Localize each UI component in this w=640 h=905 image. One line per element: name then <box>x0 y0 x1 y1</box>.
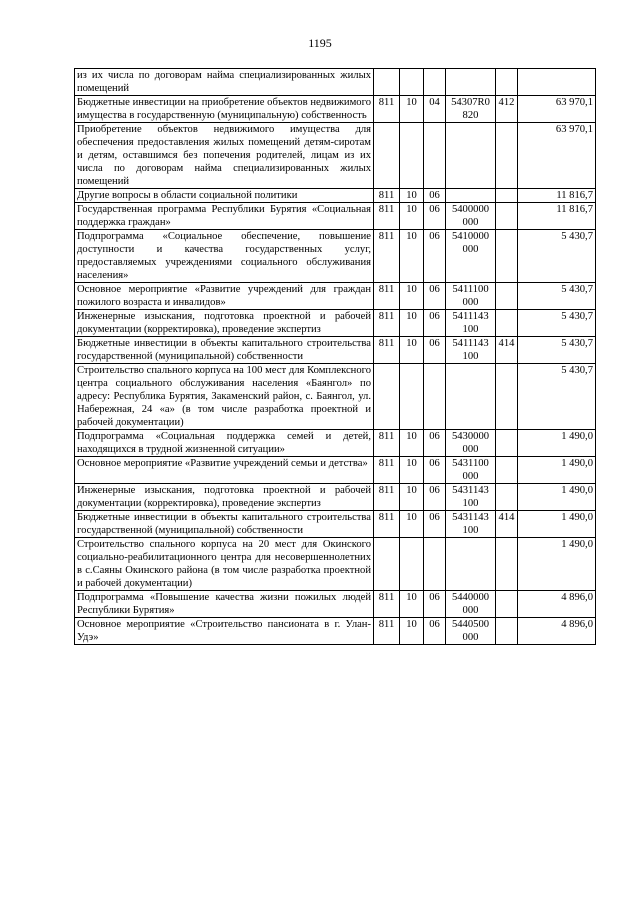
row-name: Подпрограмма «Социальное обеспечение, повышение доступности и качества государственных услуг, предоставляемых учреждениями социального обслуживания населения» <box>75 230 374 283</box>
row-section: 10 <box>400 457 424 484</box>
row-section: 10 <box>400 96 424 123</box>
row-subsection: 06 <box>424 310 446 337</box>
row-subsection: 06 <box>424 457 446 484</box>
row-name: Строительство спального корпуса на 20 мест для Окинского социально-реабилитационного центра для несовершеннолетних в с.Саяны Окинского района (в том числе разработка проектной и рабочей документации) <box>75 538 374 591</box>
row-name: Бюджетные инвестиции на приобретение объектов недвижимого имущества в государственную (муниципальную) собственность <box>75 96 374 123</box>
row-expense-type <box>496 457 518 484</box>
row-target-article: 5430000 000 <box>446 430 496 457</box>
row-target-article: 5431100 000 <box>446 457 496 484</box>
row-section: 10 <box>400 618 424 645</box>
table-row <box>75 511 596 538</box>
row-expense-type <box>496 230 518 283</box>
table-row <box>75 203 596 230</box>
row-expense-type <box>496 203 518 230</box>
row-grbs: 811 <box>374 430 400 457</box>
row-subsection: 06 <box>424 484 446 511</box>
row-target-article: 5410000 000 <box>446 230 496 283</box>
row-grbs <box>374 69 400 96</box>
row-expense-type <box>496 189 518 203</box>
row-amount: 1 490,0 <box>518 430 596 457</box>
row-name: Инженерные изыскания, подготовка проектной и рабочей документации (корректировка), проведение экспертиз <box>75 484 374 511</box>
row-grbs <box>374 538 400 591</box>
row-target-article <box>446 538 496 591</box>
row-name: Подпрограмма «Повышение качества жизни пожилых людей Республики Бурятия» <box>75 591 374 618</box>
row-subsection: 06 <box>424 230 446 283</box>
row-amount: 5 430,7 <box>518 337 596 364</box>
row-amount: 1 490,0 <box>518 511 596 538</box>
row-subsection: 06 <box>424 511 446 538</box>
table-row <box>75 591 596 618</box>
table-row <box>75 618 596 645</box>
table-row <box>75 230 596 283</box>
row-amount: 4 896,0 <box>518 618 596 645</box>
row-grbs: 811 <box>374 591 400 618</box>
row-subsection: 06 <box>424 591 446 618</box>
row-grbs <box>374 364 400 430</box>
row-target-article: 5431143 100 <box>446 511 496 538</box>
row-amount: 5 430,7 <box>518 364 596 430</box>
row-expense-type: 414 <box>496 337 518 364</box>
row-amount: 5 430,7 <box>518 283 596 310</box>
row-subsection <box>424 69 446 96</box>
row-section: 10 <box>400 511 424 538</box>
row-grbs: 811 <box>374 618 400 645</box>
row-section: 10 <box>400 203 424 230</box>
row-grbs: 811 <box>374 283 400 310</box>
row-expense-type <box>496 591 518 618</box>
row-subsection: 06 <box>424 618 446 645</box>
row-target-article <box>446 189 496 203</box>
row-expense-type <box>496 618 518 645</box>
table-row <box>75 96 596 123</box>
row-grbs: 811 <box>374 337 400 364</box>
table-row <box>75 337 596 364</box>
row-name: Бюджетные инвестиции в объекты капитального строительства государственной (муниципальной) собственности <box>75 511 374 538</box>
row-subsection: 06 <box>424 283 446 310</box>
row-subsection: 04 <box>424 96 446 123</box>
row-grbs: 811 <box>374 203 400 230</box>
row-name: Строительство спального корпуса на 100 мест для Комплексного центра социального обслуживания населения «Баянгол» по адресу: Республика Бурятия, Закаменский район, с. Баянгол, ул. Набережная, 24 «а» (в том числе разработка проектной и рабочей документации) <box>75 364 374 430</box>
row-name: Другие вопросы в области социальной политики <box>75 189 374 203</box>
row-grbs <box>374 123 400 189</box>
row-name: из их числа по договорам найма специализированных жилых помещений <box>75 69 374 96</box>
row-name: Инженерные изыскания, подготовка проектной и рабочей документации (корректировка), проведение экспертиз <box>75 310 374 337</box>
row-amount: 5 430,7 <box>518 230 596 283</box>
table-row <box>75 364 596 430</box>
row-subsection <box>424 123 446 189</box>
row-name: Государственная программа Республики Бурятия «Социальная поддержка граждан» <box>75 203 374 230</box>
budget-table <box>74 68 596 645</box>
row-expense-type <box>496 364 518 430</box>
row-section <box>400 69 424 96</box>
row-expense-type <box>496 430 518 457</box>
table-row <box>75 430 596 457</box>
row-target-article <box>446 123 496 189</box>
row-section: 10 <box>400 484 424 511</box>
row-target-article: 5440500 000 <box>446 618 496 645</box>
row-section: 10 <box>400 591 424 618</box>
row-amount <box>518 69 596 96</box>
row-target-article: 5440000 000 <box>446 591 496 618</box>
row-name: Подпрограмма «Социальная поддержка семей и детей, находящихся в трудной жизненной ситуации» <box>75 430 374 457</box>
row-name: Основное мероприятие «Развитие учреждений семьи и детства» <box>75 457 374 484</box>
table-row <box>75 484 596 511</box>
row-target-article: 5411143 100 <box>446 310 496 337</box>
row-section: 10 <box>400 283 424 310</box>
row-grbs: 811 <box>374 230 400 283</box>
row-section <box>400 123 424 189</box>
row-subsection: 06 <box>424 430 446 457</box>
row-target-article <box>446 69 496 96</box>
row-expense-type <box>496 538 518 591</box>
row-expense-type <box>496 123 518 189</box>
row-amount: 1 490,0 <box>518 538 596 591</box>
page-number: 1195 <box>308 36 332 50</box>
row-grbs: 811 <box>374 310 400 337</box>
row-expense-type: 414 <box>496 511 518 538</box>
row-grbs: 811 <box>374 96 400 123</box>
row-subsection: 06 <box>424 337 446 364</box>
row-subsection: 06 <box>424 203 446 230</box>
row-target-article <box>446 364 496 430</box>
row-section: 10 <box>400 230 424 283</box>
row-section: 10 <box>400 189 424 203</box>
row-amount: 11 816,7 <box>518 189 596 203</box>
table-row <box>75 189 596 203</box>
row-target-article: 5411143 100 <box>446 337 496 364</box>
table-row <box>75 69 596 96</box>
table-row <box>75 457 596 484</box>
row-amount: 4 896,0 <box>518 591 596 618</box>
row-amount: 11 816,7 <box>518 203 596 230</box>
row-name: Бюджетные инвестиции в объекты капитального строительства государственной (муниципальной) собственности <box>75 337 374 364</box>
row-subsection <box>424 364 446 430</box>
row-grbs: 811 <box>374 484 400 511</box>
row-section: 10 <box>400 430 424 457</box>
row-grbs: 811 <box>374 511 400 538</box>
row-expense-type <box>496 69 518 96</box>
row-target-article: 54307R0 820 <box>446 96 496 123</box>
row-name: Основное мероприятие «Развитие учреждений для граждан пожилого возраста и инвалидов» <box>75 283 374 310</box>
row-section: 10 <box>400 337 424 364</box>
row-name: Приобретение объектов недвижимого имущества для обеспечения предоставления жилых помещений детям-сиротам и детям, оставшимся без попечения родителей, лицам из их числа по договорам найма специализированных жилых помещений <box>75 123 374 189</box>
row-section <box>400 538 424 591</box>
row-section: 10 <box>400 310 424 337</box>
row-grbs: 811 <box>374 457 400 484</box>
row-subsection <box>424 538 446 591</box>
row-expense-type <box>496 484 518 511</box>
table-row <box>75 283 596 310</box>
row-name: Основное мероприятие «Строительство пансионата в г. Улан-Удэ» <box>75 618 374 645</box>
row-amount: 63 970,1 <box>518 96 596 123</box>
row-expense-type: 412 <box>496 96 518 123</box>
row-target-article: 5431143 100 <box>446 484 496 511</box>
row-target-article: 5411100 000 <box>446 283 496 310</box>
row-amount: 1 490,0 <box>518 457 596 484</box>
row-subsection: 06 <box>424 189 446 203</box>
row-expense-type <box>496 310 518 337</box>
row-section <box>400 364 424 430</box>
table-row <box>75 310 596 337</box>
row-grbs: 811 <box>374 189 400 203</box>
row-expense-type <box>496 283 518 310</box>
row-amount: 63 970,1 <box>518 123 596 189</box>
table-row <box>75 538 596 591</box>
row-target-article: 5400000 000 <box>446 203 496 230</box>
row-amount: 5 430,7 <box>518 310 596 337</box>
row-amount: 1 490,0 <box>518 484 596 511</box>
table-row <box>75 123 596 189</box>
